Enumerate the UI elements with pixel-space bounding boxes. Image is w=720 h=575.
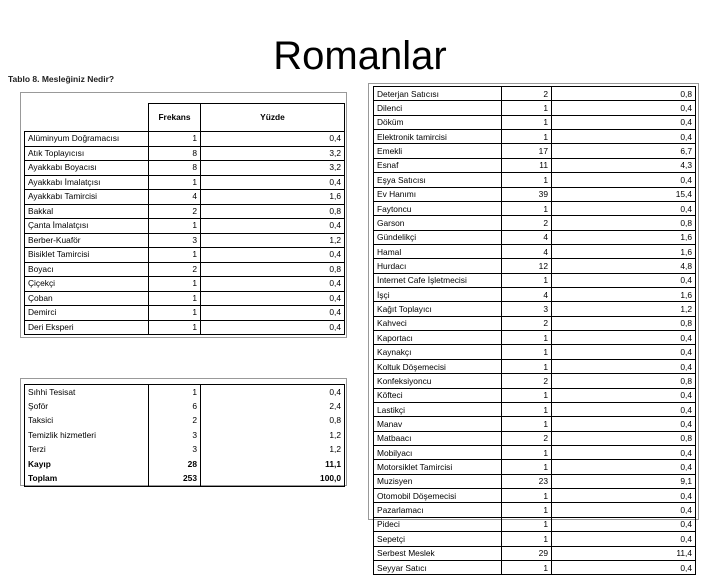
row-percent: 0,4 bbox=[552, 359, 696, 373]
row-frequency: 1 bbox=[149, 291, 201, 306]
table-row bbox=[374, 388, 696, 402]
row-frequency: 17 bbox=[502, 144, 552, 158]
row-label: Koltuk Döşemecisi bbox=[374, 359, 502, 373]
row-frequency: 1 bbox=[149, 248, 201, 263]
row-frequency: 253 bbox=[149, 472, 201, 487]
row-label: Taksici bbox=[25, 414, 149, 429]
row-label: Kağıt Toplayıcı bbox=[374, 302, 502, 316]
table-row bbox=[374, 273, 696, 287]
row-frequency: 1 bbox=[502, 331, 552, 345]
table-row bbox=[25, 306, 345, 321]
row-label: Köfteci bbox=[374, 388, 502, 402]
row-percent: 2,4 bbox=[201, 399, 345, 414]
table-row bbox=[25, 414, 345, 429]
row-frequency: 1 bbox=[502, 173, 552, 187]
row-percent: 0,4 bbox=[552, 273, 696, 287]
row-label: Temizlik hizmetleri bbox=[25, 428, 149, 443]
row-percent: 0,8 bbox=[552, 374, 696, 388]
table-row bbox=[374, 230, 696, 244]
row-percent: 0,8 bbox=[201, 262, 345, 277]
table-row bbox=[25, 385, 345, 400]
row-label: Çiçekçi bbox=[25, 277, 149, 292]
table-row bbox=[374, 532, 696, 546]
slide-title: Romanlar bbox=[273, 34, 447, 78]
row-label: Toplam bbox=[25, 472, 149, 487]
row-percent: 0,4 bbox=[552, 201, 696, 215]
row-percent: 9,1 bbox=[552, 474, 696, 488]
row-percent: 0,4 bbox=[552, 130, 696, 144]
table-row bbox=[374, 87, 696, 101]
row-percent: 0,8 bbox=[201, 414, 345, 429]
row-frequency: 1 bbox=[502, 445, 552, 459]
table-row bbox=[374, 144, 696, 158]
table-row bbox=[374, 331, 696, 345]
row-percent: 0,4 bbox=[552, 532, 696, 546]
row-label: Pazarlamacı bbox=[374, 503, 502, 517]
table-row bbox=[374, 517, 696, 531]
row-percent: 15,4 bbox=[552, 187, 696, 201]
row-percent: 0,4 bbox=[552, 517, 696, 531]
table-row bbox=[25, 291, 345, 306]
header-blank-cell bbox=[25, 104, 149, 132]
row-frequency: 2 bbox=[502, 87, 552, 101]
row-label: Boyacı bbox=[25, 262, 149, 277]
row-frequency: 1 bbox=[502, 532, 552, 546]
table-row bbox=[25, 233, 345, 248]
row-label: Kaynakçı bbox=[374, 345, 502, 359]
row-frequency: 28 bbox=[149, 457, 201, 472]
row-percent: 0,4 bbox=[552, 460, 696, 474]
row-frequency: 29 bbox=[502, 546, 552, 560]
row-frequency: 2 bbox=[149, 204, 201, 219]
row-label: Berber-Kuaför bbox=[25, 233, 149, 248]
row-frequency: 1 bbox=[502, 560, 552, 574]
row-label: Lastikçi bbox=[374, 402, 502, 416]
row-percent: 0,4 bbox=[201, 385, 345, 400]
row-percent: 0,4 bbox=[552, 560, 696, 574]
table-row bbox=[25, 277, 345, 292]
row-label: Mobilyacı bbox=[374, 445, 502, 459]
row-frequency: 1 bbox=[149, 320, 201, 335]
row-frequency: 1 bbox=[149, 277, 201, 292]
row-label: Demirci bbox=[25, 306, 149, 321]
table-row bbox=[374, 244, 696, 258]
row-label: Deterjan Satıcısı bbox=[374, 87, 502, 101]
table-row bbox=[374, 560, 696, 574]
row-label: İnternet Cafe İşletmecisi bbox=[374, 273, 502, 287]
row-percent: 11,1 bbox=[201, 457, 345, 472]
row-frequency: 6 bbox=[149, 399, 201, 414]
table-row bbox=[374, 546, 696, 560]
header-frekans: Frekans bbox=[149, 104, 201, 132]
row-label: Seyyar Satıcı bbox=[374, 560, 502, 574]
row-label: Alüminyum Doğramacısı bbox=[25, 132, 149, 147]
row-percent: 0,4 bbox=[201, 277, 345, 292]
table-row bbox=[25, 248, 345, 263]
row-percent: 1,2 bbox=[552, 302, 696, 316]
row-frequency: 1 bbox=[502, 345, 552, 359]
row-label: Ev Hanımı bbox=[374, 187, 502, 201]
row-frequency: 1 bbox=[149, 132, 201, 147]
row-frequency: 2 bbox=[502, 431, 552, 445]
row-label: Kayıp bbox=[25, 457, 149, 472]
row-label: Dilenci bbox=[374, 101, 502, 115]
table-row bbox=[374, 302, 696, 316]
table-row bbox=[374, 431, 696, 445]
row-percent: 1,6 bbox=[552, 288, 696, 302]
row-frequency: 1 bbox=[149, 306, 201, 321]
row-label: Garson bbox=[374, 216, 502, 230]
table-row bbox=[25, 204, 345, 219]
table-row bbox=[374, 187, 696, 201]
row-percent: 100,0 bbox=[201, 472, 345, 487]
row-frequency: 1 bbox=[502, 402, 552, 416]
table-row bbox=[374, 402, 696, 416]
row-percent: 1,6 bbox=[552, 244, 696, 258]
row-label: Hurdacı bbox=[374, 259, 502, 273]
row-frequency: 3 bbox=[502, 302, 552, 316]
row-percent: 0,4 bbox=[552, 101, 696, 115]
row-label: Esnaf bbox=[374, 158, 502, 172]
row-percent: 0,4 bbox=[552, 331, 696, 345]
row-label: Gündelikçi bbox=[374, 230, 502, 244]
table-row bbox=[25, 161, 345, 176]
row-frequency: 1 bbox=[502, 489, 552, 503]
table-row bbox=[374, 158, 696, 172]
row-percent: 0,4 bbox=[552, 503, 696, 517]
row-label: Şoför bbox=[25, 399, 149, 414]
occupation-table-right bbox=[373, 86, 696, 575]
row-percent: 1,2 bbox=[201, 233, 345, 248]
row-frequency: 1 bbox=[502, 201, 552, 215]
row-frequency: 23 bbox=[502, 474, 552, 488]
table-row bbox=[374, 374, 696, 388]
row-percent: 0,4 bbox=[201, 291, 345, 306]
table-caption: Tablo 8. Mesleğiniz Nedir? bbox=[8, 74, 115, 84]
row-frequency: 1 bbox=[502, 503, 552, 517]
table-row bbox=[374, 130, 696, 144]
row-percent: 0,4 bbox=[201, 320, 345, 335]
row-percent: 4,3 bbox=[552, 158, 696, 172]
table-row bbox=[374, 288, 696, 302]
row-frequency: 1 bbox=[502, 460, 552, 474]
row-percent: 1,6 bbox=[201, 190, 345, 205]
table-row bbox=[374, 345, 696, 359]
row-label: Serbest Meslek bbox=[374, 546, 502, 560]
row-percent: 0,4 bbox=[552, 173, 696, 187]
row-frequency: 12 bbox=[502, 259, 552, 273]
table-row bbox=[25, 175, 345, 190]
row-frequency: 1 bbox=[502, 359, 552, 373]
row-percent: 0,8 bbox=[201, 204, 345, 219]
row-frequency: 8 bbox=[149, 146, 201, 161]
table-row bbox=[374, 115, 696, 129]
row-label: Ayakkabı Boyacısı bbox=[25, 161, 149, 176]
row-frequency: 3 bbox=[149, 233, 201, 248]
table-row bbox=[374, 417, 696, 431]
occupation-table-left-bottom bbox=[24, 384, 345, 487]
row-frequency: 2 bbox=[502, 374, 552, 388]
row-label: Ayakkabı Tamircisi bbox=[25, 190, 149, 205]
table-row bbox=[25, 428, 345, 443]
row-label: Matbaacı bbox=[374, 431, 502, 445]
row-label: Pideci bbox=[374, 517, 502, 531]
row-frequency: 2 bbox=[149, 262, 201, 277]
row-percent: 0,8 bbox=[552, 431, 696, 445]
table-row bbox=[374, 316, 696, 330]
row-frequency: 1 bbox=[502, 101, 552, 115]
table-row bbox=[374, 259, 696, 273]
row-frequency: 1 bbox=[149, 219, 201, 234]
row-frequency: 1 bbox=[149, 385, 201, 400]
row-frequency: 1 bbox=[149, 175, 201, 190]
row-percent: 11,4 bbox=[552, 546, 696, 560]
row-label: Deri Eksperi bbox=[25, 320, 149, 335]
table-row bbox=[25, 132, 345, 147]
row-percent: 0,4 bbox=[552, 402, 696, 416]
row-percent: 0,4 bbox=[201, 248, 345, 263]
row-label: Otomobil Döşemecisi bbox=[374, 489, 502, 503]
row-frequency: 11 bbox=[502, 158, 552, 172]
row-label: Konfeksiyoncu bbox=[374, 374, 502, 388]
row-frequency: 1 bbox=[502, 273, 552, 287]
row-label: Atık Toplayıcısı bbox=[25, 146, 149, 161]
row-frequency: 1 bbox=[502, 115, 552, 129]
row-label: Çoban bbox=[25, 291, 149, 306]
row-label: Döküm bbox=[374, 115, 502, 129]
row-label: Terzi bbox=[25, 443, 149, 458]
row-frequency: 2 bbox=[149, 414, 201, 429]
row-percent: 0,4 bbox=[552, 445, 696, 459]
row-percent: 0,4 bbox=[201, 175, 345, 190]
row-percent: 3,2 bbox=[201, 161, 345, 176]
row-frequency: 3 bbox=[149, 443, 201, 458]
row-percent: 1,2 bbox=[201, 443, 345, 458]
row-frequency: 8 bbox=[149, 161, 201, 176]
row-percent: 0,4 bbox=[201, 219, 345, 234]
table-row bbox=[25, 472, 345, 487]
row-label: Eşya Satıcısı bbox=[374, 173, 502, 187]
table-row bbox=[25, 320, 345, 335]
row-label: Manav bbox=[374, 417, 502, 431]
row-label: Sepetçi bbox=[374, 532, 502, 546]
occupation-table-left-top bbox=[24, 103, 345, 335]
row-percent: 0,4 bbox=[201, 132, 345, 147]
table-row bbox=[25, 457, 345, 472]
row-frequency: 2 bbox=[502, 216, 552, 230]
row-percent: 0,4 bbox=[552, 345, 696, 359]
row-label: Bisiklet Tamircisi bbox=[25, 248, 149, 263]
table-row bbox=[374, 445, 696, 459]
row-label: Muzisyen bbox=[374, 474, 502, 488]
table-row bbox=[374, 503, 696, 517]
row-label: Motorsiklet Tamircisi bbox=[374, 460, 502, 474]
table-row bbox=[374, 489, 696, 503]
row-frequency: 4 bbox=[502, 288, 552, 302]
row-label: Ayakkabı İmalatçısı bbox=[25, 175, 149, 190]
table-row bbox=[374, 201, 696, 215]
table-row bbox=[25, 262, 345, 277]
table-row bbox=[374, 101, 696, 115]
row-percent: 0,8 bbox=[552, 87, 696, 101]
row-percent: 0,8 bbox=[552, 216, 696, 230]
row-percent: 0,4 bbox=[552, 417, 696, 431]
table-row bbox=[25, 443, 345, 458]
row-label: Faytoncu bbox=[374, 201, 502, 215]
row-percent: 1,6 bbox=[552, 230, 696, 244]
row-percent: 4,8 bbox=[552, 259, 696, 273]
row-frequency: 4 bbox=[149, 190, 201, 205]
row-frequency: 1 bbox=[502, 388, 552, 402]
row-label: İşçi bbox=[374, 288, 502, 302]
row-frequency: 1 bbox=[502, 517, 552, 531]
table-row bbox=[25, 399, 345, 414]
table-row bbox=[25, 190, 345, 205]
row-frequency: 1 bbox=[502, 130, 552, 144]
row-percent: 3,2 bbox=[201, 146, 345, 161]
row-label: Çanta İmalatçısı bbox=[25, 219, 149, 234]
table-row bbox=[25, 146, 345, 161]
row-frequency: 2 bbox=[502, 316, 552, 330]
row-label: Kaportacı bbox=[374, 331, 502, 345]
row-percent: 1,2 bbox=[201, 428, 345, 443]
row-label: Elektronik tamircisi bbox=[374, 130, 502, 144]
table-row bbox=[374, 173, 696, 187]
row-label: Emekli bbox=[374, 144, 502, 158]
row-percent: 0,4 bbox=[552, 489, 696, 503]
table-row bbox=[374, 216, 696, 230]
row-frequency: 4 bbox=[502, 244, 552, 258]
row-frequency: 3 bbox=[149, 428, 201, 443]
row-label: Sıhhi Tesisat bbox=[25, 385, 149, 400]
row-frequency: 1 bbox=[502, 417, 552, 431]
row-percent: 0,4 bbox=[201, 306, 345, 321]
table-row bbox=[374, 460, 696, 474]
row-label: Kahveci bbox=[374, 316, 502, 330]
row-frequency: 4 bbox=[502, 230, 552, 244]
header-yuzde: Yüzde bbox=[201, 104, 345, 132]
row-label: Hamal bbox=[374, 244, 502, 258]
table-row bbox=[25, 219, 345, 234]
row-percent: 6,7 bbox=[552, 144, 696, 158]
table-row bbox=[374, 474, 696, 488]
row-percent: 0,4 bbox=[552, 115, 696, 129]
row-percent: 0,8 bbox=[552, 316, 696, 330]
row-frequency: 39 bbox=[502, 187, 552, 201]
table-row bbox=[374, 359, 696, 373]
row-percent: 0,4 bbox=[552, 388, 696, 402]
row-label: Bakkal bbox=[25, 204, 149, 219]
